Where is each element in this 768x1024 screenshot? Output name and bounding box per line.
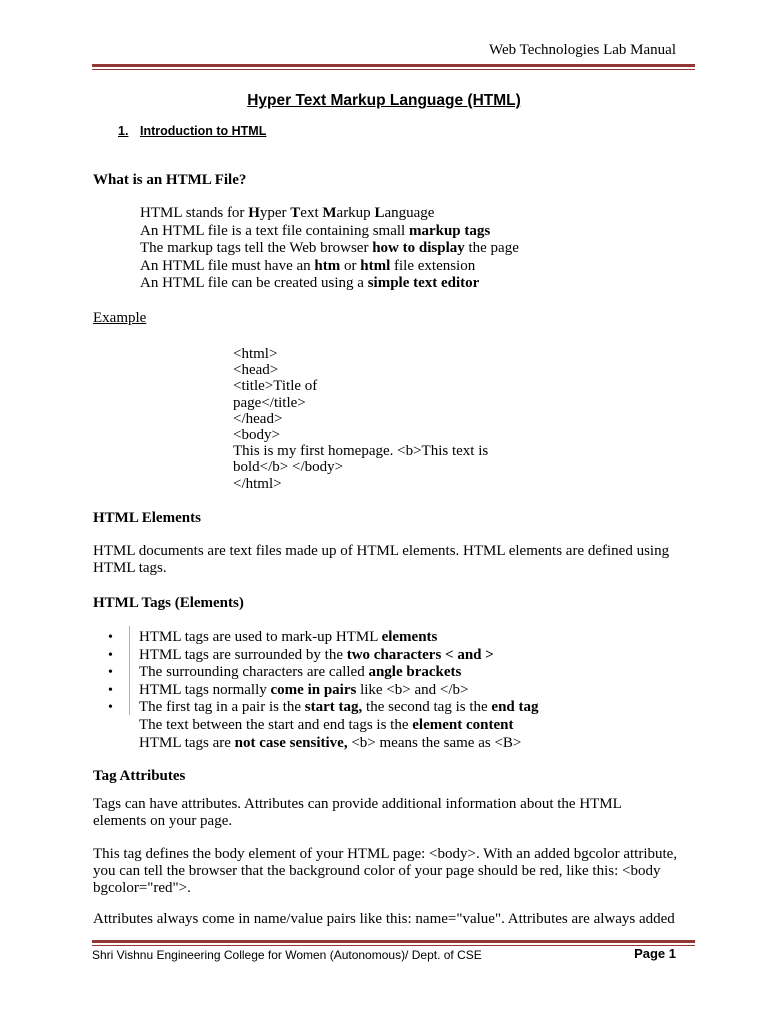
text-run: <b> means the same as <B>	[347, 734, 522, 751]
fact-line	[140, 223, 519, 241]
running-header: Web Technologies Lab Manual	[489, 42, 676, 58]
list-item-text	[139, 629, 437, 647]
section-number: 1.	[118, 124, 129, 138]
bold-text: M	[322, 205, 337, 221]
text-run: An HTML file can be created using a	[140, 275, 368, 292]
text-run: The first tag in a pair is the	[139, 699, 305, 716]
footer-rule-thin	[92, 945, 695, 946]
example-label: Example	[93, 310, 147, 326]
bold-text: elements	[381, 629, 438, 645]
bullet-icon: •	[108, 665, 113, 681]
footer-college: Shri Vishnu Engineering College for Women (Autonomous)/ Dept. of CSE	[92, 948, 482, 962]
list-item-text	[139, 717, 513, 735]
text-run: HTML tags are surrounded by the	[139, 646, 347, 663]
text-run: HTML tags are	[139, 734, 235, 751]
text-run: arkup	[336, 205, 375, 221]
text-run: The markup tags tell the Web browser	[140, 240, 373, 257]
tags-heading: HTML Tags (Elements)	[93, 595, 244, 611]
html-file-facts	[140, 205, 519, 293]
text-run: anguage	[384, 205, 435, 221]
bold-text: angle brackets	[368, 664, 462, 681]
bold-text: not case sensitive,	[234, 734, 348, 751]
text-run: yper	[259, 205, 291, 221]
text-run: The surrounding characters are called	[139, 664, 369, 681]
attributes-heading: Tag Attributes	[93, 768, 186, 784]
text-run: HTML tags normally	[139, 681, 271, 698]
document-title: Hyper Text Markup Language (HTML)	[247, 92, 521, 109]
header-rule-thin	[92, 69, 695, 70]
page-number: Page 1	[634, 946, 676, 961]
text-run: An HTML file is a text file containing small	[140, 222, 409, 239]
bold-text: T	[290, 205, 301, 221]
bold-text: simple text editor	[367, 275, 480, 292]
bold-text: start tag,	[304, 699, 363, 716]
bold-text: end tag	[491, 699, 539, 716]
footer-rule-thick	[92, 940, 695, 943]
text-run: like <b> and </b>	[356, 681, 469, 698]
elements-paragraph: HTML documents are text files made up of HTML elements. HTML elements are defined using HTML tags.	[93, 543, 670, 576]
what-is-heading: What is an HTML File?	[93, 172, 247, 188]
bullet-icon: •	[108, 700, 113, 716]
bold-text: how to display	[372, 240, 465, 257]
list-item-text	[139, 647, 494, 665]
section-heading	[118, 124, 266, 138]
elements-heading: HTML Elements	[93, 510, 201, 526]
fact-line	[140, 275, 519, 293]
bold-text: element content	[412, 716, 514, 733]
fact-line	[140, 240, 519, 258]
list-item-text	[139, 699, 539, 717]
text-run: or	[340, 257, 361, 274]
text-run: An HTML file must have an	[140, 257, 315, 274]
attributes-paragraph-2: This tag defines the body element of your HTML page: <body>. With an added bgcolor attribute, you can tell the browser that the background color of your page should be red, like this: <body bgcolor="red">.	[93, 846, 678, 896]
text-run: HTML tags are used to mark-up HTML	[139, 629, 382, 645]
text-run: HTML stands for	[140, 205, 249, 221]
bold-text: htm	[314, 257, 341, 274]
fact-line	[140, 258, 519, 276]
attributes-paragraph-3: Attributes always come in name/value pairs like this: name="value". Attributes are always added	[93, 911, 675, 927]
bold-text: html	[360, 257, 391, 274]
bold-text: come in pairs	[270, 681, 357, 698]
text-run: The text between the start and end tags is the	[139, 716, 413, 733]
list-item-text	[139, 735, 521, 753]
header-rule-thick	[92, 64, 695, 67]
attributes-paragraph-1: Tags can have attributes. Attributes can provide additional information about the HTML elements on your page.	[93, 796, 622, 829]
example-code: <html> <head> <title>Title of page</title> </head> <body> This is my first homepage. <b>This text is bold</b> </body> </html>	[233, 346, 489, 492]
bold-text: L	[374, 205, 385, 221]
text-run: the second tag is the	[362, 699, 492, 716]
bullet-divider	[129, 626, 130, 715]
bullet-icon: •	[108, 630, 113, 645]
fact-line	[140, 205, 519, 223]
bullet-icon: •	[108, 682, 113, 698]
text-run: ext	[300, 205, 323, 221]
text-run: file extension	[390, 257, 476, 274]
bold-text: H	[248, 205, 260, 221]
text-run: the page	[464, 240, 519, 257]
section-title: Introduction to HTML	[140, 124, 267, 138]
list-item-text	[139, 682, 469, 700]
bullet-icon: •	[108, 647, 113, 663]
bold-text: two characters < and >	[346, 646, 494, 663]
list-item-text	[139, 664, 461, 682]
bold-text: markup tags	[408, 222, 491, 239]
